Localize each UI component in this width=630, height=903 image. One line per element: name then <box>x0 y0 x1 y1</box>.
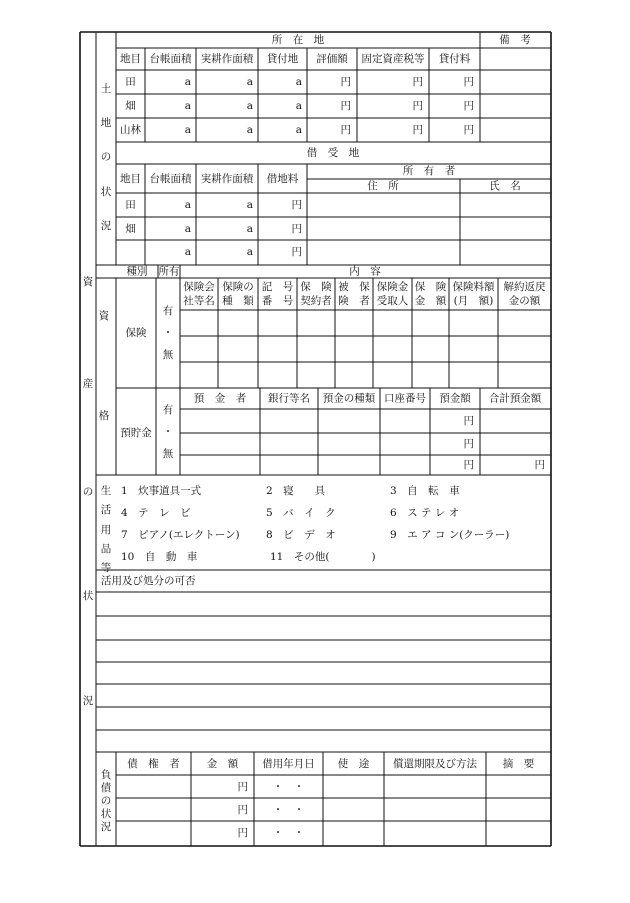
owned-area-unit: a <box>246 76 253 88</box>
land-side-char: 地 <box>100 117 112 129</box>
ability-label-char-2: 格 <box>98 410 110 422</box>
savings-total-yen: 円 <box>534 459 545 471</box>
insurance-col-header: (月 額) <box>453 295 494 307</box>
insurance-col-header: 受取人 <box>376 295 409 307</box>
leased-col-header: 実耕作面積 <box>200 173 254 185</box>
savings-yen-unit: 円 <box>463 438 474 450</box>
goods-item: 3 自 転 車 <box>390 485 460 497</box>
insurance-col-header: 金 額 <box>414 295 447 307</box>
category-kind-label: 種別 <box>126 265 148 278</box>
leased-yen-unit: 円 <box>291 199 302 211</box>
savings-status-char: ・ <box>162 426 174 438</box>
goods-label-char: 等 <box>100 562 112 574</box>
insurance-col-header: 契約者 <box>300 295 332 307</box>
leased-area-unit: a <box>184 246 191 258</box>
owned-yen-unit: 円 <box>340 100 351 112</box>
owned-area-unit: a <box>246 100 253 112</box>
outer-title-char: 資 <box>82 276 94 288</box>
savings-col-header: 預金額 <box>439 392 471 405</box>
land-side-char: 況 <box>100 220 112 232</box>
owned-area-unit: a <box>295 124 302 136</box>
savings-status-char: 無 <box>162 448 174 460</box>
insurance-col-header: 被 保 <box>338 281 370 293</box>
debt-label-char: 況 <box>100 821 112 833</box>
owned-row-type: 田 <box>125 76 136 88</box>
goods-item: 4 テ レ ビ <box>121 507 191 519</box>
insurance-col-header: 保 険 <box>300 281 332 293</box>
leased-owner-header: 所 有 者 <box>402 165 456 177</box>
utilization-header: 活用及び処分の可否 <box>101 575 196 587</box>
owned-area-unit: a <box>184 100 191 112</box>
savings-label: 預貯金 <box>120 427 152 439</box>
insurance-col-header: 記 号 <box>261 281 294 293</box>
goods-item: 1 炊事道具一式 <box>121 485 202 497</box>
debt-date-dots: ・ ・ <box>272 804 305 816</box>
savings-total-header: 合計預金額 <box>488 392 542 405</box>
leased-area-unit: a <box>184 223 191 235</box>
leased-col-header: 台帳面積 <box>149 173 192 185</box>
leased-yen-unit: 円 <box>291 223 302 235</box>
insurance-label: 保険 <box>125 327 147 339</box>
owned-notes-header: 備 考 <box>499 34 531 46</box>
owned-col-header: 貸付地 <box>266 53 299 65</box>
goods-label-char: 品 <box>100 543 112 555</box>
leased-area-unit: a <box>246 223 253 235</box>
debt-col-header: 償還期限及び方法 <box>393 758 477 770</box>
debt-col-header: 金 額 <box>206 758 239 770</box>
debt-label-char: の <box>100 795 112 807</box>
leased-owner-name: 氏 名 <box>489 180 521 192</box>
savings-col-header: 口座番号 <box>384 392 426 405</box>
debt-col-header: 債 権 者 <box>127 758 180 770</box>
leased-area-unit: a <box>246 199 253 211</box>
insurance-col-header: 金の額 <box>508 295 541 307</box>
owned-yen-unit: 円 <box>463 124 474 136</box>
insurance-col-header: 保険金 <box>376 281 409 293</box>
insurance-col-header: 解約返戻 <box>503 281 546 293</box>
owned-area-unit: a <box>246 124 253 136</box>
insurance-col-header: 保険料額 <box>452 281 495 293</box>
owned-col-header: 地目 <box>120 53 141 65</box>
owned-col-header: 台帳面積 <box>149 53 192 65</box>
savings-col-header: 銀行等名 <box>268 392 310 405</box>
insurance-col-header: 番 号 <box>261 295 294 307</box>
owned-area-unit: a <box>184 124 191 136</box>
outer-title-char: 産 <box>82 378 94 390</box>
owned-area-unit: a <box>184 76 191 88</box>
savings-col-header: 預金の種類 <box>322 392 376 405</box>
owned-yen-unit: 円 <box>412 100 423 112</box>
owned-row-type: 畑 <box>125 100 136 112</box>
leased-header: 借 受 地 <box>306 147 360 159</box>
leased-yen-unit: 円 <box>291 246 302 258</box>
form-text <box>83 33 546 839</box>
owned-row-type: 山林 <box>120 124 141 136</box>
debt-yen-unit: 円 <box>237 827 248 839</box>
goods-label-char: 用 <box>100 524 112 536</box>
goods-item: 2 寝 具 <box>266 485 326 497</box>
leased-col-header: 地目 <box>120 173 141 185</box>
debt-label-char: 負 <box>100 769 112 781</box>
insurance-col-header: 保 険 <box>414 281 447 293</box>
debt-col-header: 摘 要 <box>502 758 535 770</box>
owned-yen-unit: 円 <box>412 76 423 88</box>
goods-item: 8 ビ デ オ <box>266 529 336 541</box>
debt-col-header: 使 途 <box>337 758 370 770</box>
category-owned-label: 所有 <box>158 265 180 278</box>
savings-col-header: 預 金 者 <box>193 392 247 405</box>
goods-item: 7 ピアノ(エレクトーン) <box>121 529 240 541</box>
owned-location-header: 所 在 地 <box>271 34 325 46</box>
debt-label-char: 状 <box>100 808 112 820</box>
leased-owner-address: 住 所 <box>367 180 399 192</box>
insurance-status-char: ・ <box>162 327 174 339</box>
leased-row-type: 畑 <box>125 223 136 235</box>
insurance-col-header: 社等名 <box>183 295 215 307</box>
debt-yen-unit: 円 <box>237 804 248 816</box>
insurance-col-header: 保険の <box>222 281 254 293</box>
land-side-char: 状 <box>100 186 112 198</box>
owned-area-unit: a <box>295 76 302 88</box>
ability-label-char-1: 資 <box>98 310 110 322</box>
owned-yen-unit: 円 <box>463 76 474 88</box>
debt-date-dots: ・ ・ <box>272 781 305 793</box>
owned-col-header: 評価額 <box>316 53 348 65</box>
owned-col-header: 固定資産税等 <box>361 53 425 65</box>
leased-area-unit: a <box>184 199 191 211</box>
land-side-char: 土 <box>100 83 112 95</box>
debt-yen-unit: 円 <box>237 781 248 793</box>
owned-col-header: 貸付料 <box>438 53 471 65</box>
leased-area-unit: a <box>246 246 253 258</box>
leased-row-type: 田 <box>125 199 136 211</box>
insurance-col-header: 保険会 <box>183 281 215 293</box>
owned-area-unit: a <box>295 100 302 112</box>
owned-yen-unit: 円 <box>463 100 474 112</box>
leased-col-header: 借地料 <box>266 173 299 185</box>
goods-label-char: 生 <box>100 485 112 497</box>
outer-title-char: の <box>82 486 94 498</box>
insurance-col-header: 険 者 <box>338 295 370 307</box>
insurance-status-char: 有 <box>162 305 174 317</box>
owned-col-header: 実耕作面積 <box>200 53 254 65</box>
goods-item: 6 ス テ レ オ <box>390 507 460 519</box>
owned-yen-unit: 円 <box>340 124 351 136</box>
owned-yen-unit: 円 <box>340 76 351 88</box>
debt-label-char: 債 <box>100 782 112 794</box>
goods-item: 11 その他( ) <box>270 551 376 563</box>
goods-label-char: 活 <box>100 504 112 516</box>
savings-status-char: 有 <box>162 404 174 416</box>
goods-item: 5 バ イ ク <box>266 507 336 519</box>
goods-item: 9 エ ア コ ン(クーラー) <box>390 529 510 541</box>
goods-item: 10 自 動 車 <box>121 551 198 563</box>
debt-date-dots: ・ ・ <box>272 827 305 839</box>
owned-yen-unit: 円 <box>412 124 423 136</box>
savings-yen-unit: 円 <box>463 415 474 427</box>
insurance-status-char: 無 <box>162 349 174 361</box>
insurance-col-header: 種 類 <box>222 295 254 307</box>
debt-col-header: 借用年月日 <box>262 758 315 770</box>
savings-yen-unit: 円 <box>463 459 474 471</box>
outer-title-char: 状 <box>82 590 94 602</box>
category-content-label: 内 容 <box>349 265 381 278</box>
outer-title-char: 況 <box>82 695 94 707</box>
land-side-char: の <box>100 151 112 163</box>
